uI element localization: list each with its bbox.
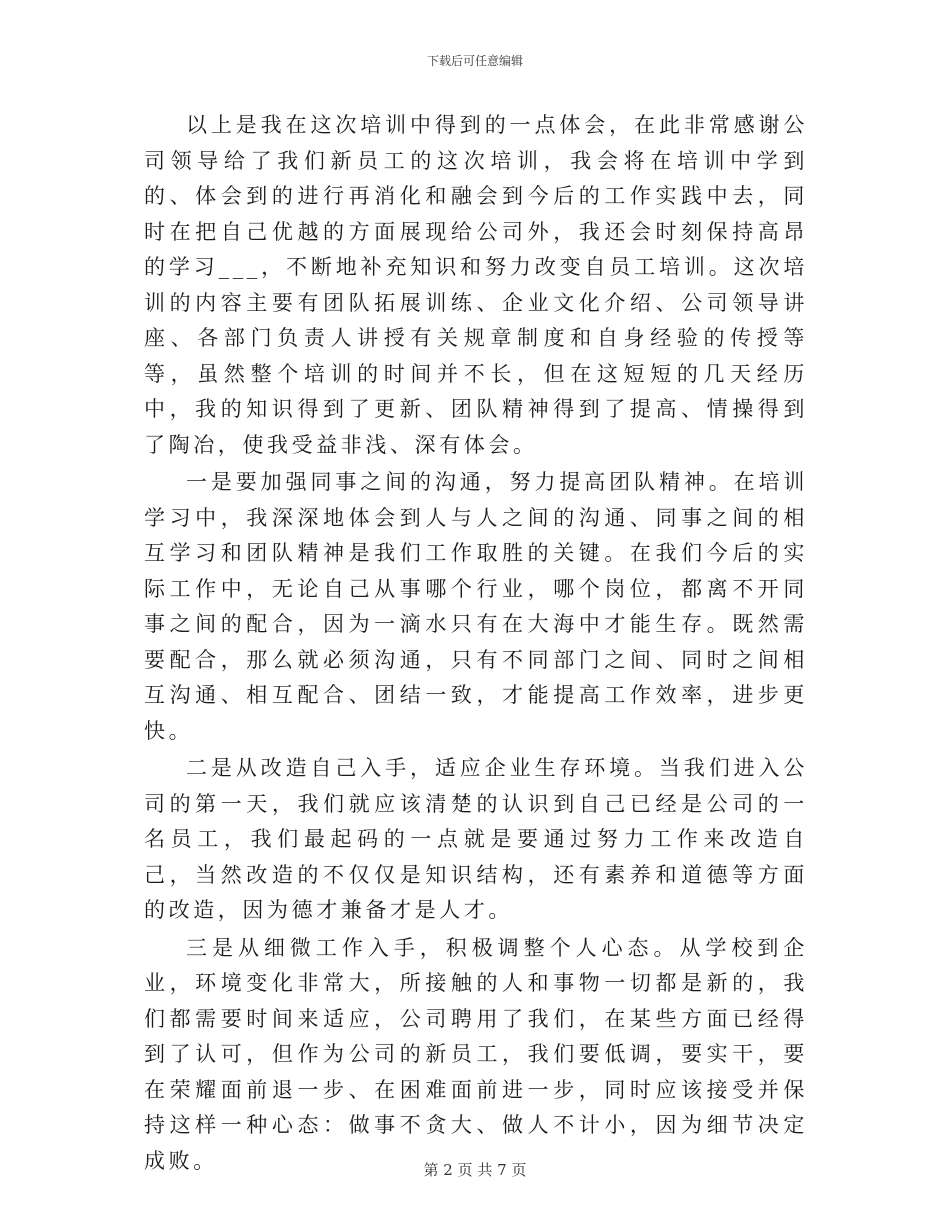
paragraph-intro: 以上是我在这次培训中得到的一点体会，在此非常感谢公司领导给了我们新员工的这次培训，我会将在培训中学到的、体会到的进行再消化和融会到今后的工作实践中去，同时在把自己优越的方面展现给公司外，我还会时刻保持高昂的学习___，不断地补充知识和努力改变自员工培训。这次培训的内容主要有团队拓展训练、企业文化介绍、公司领导讲座、各部门负责人讲授有关规章制度和自身经验的传授等等，虽然整个培训的时间并不长，但在这短短的几天经历中，我的知识得到了更新、团队精神得到了提高、情操得到了陶冶，使我受益非浅、深有体会。 (144, 113, 808, 457)
paragraph-point-one: 一是要加强同事之间的沟通，努力提高团队精神。在培训学习中，我深深地体会到人与人之间的沟通、同事之间的相互学习和团队精神是我们工作取胜的关键。在我们今后的实际工作中，无论自己从事哪个行业，哪个岗位，都离不开同事之间的配合，因为一滴水只有在大海中才能生存。既然需要配合，那么就必须沟通，只有不同部门之间、同时之间相互沟通、相互配合、团结一致，才能提高工作效率，进步更快。 (144, 470, 808, 743)
page-header: 下载后可任意编辑 (426, 54, 523, 68)
document-body (144, 108, 808, 1181)
page-number: 第 2 页 共 7 页 (423, 1161, 527, 1179)
paragraph-point-two: 二是从改造自己入手，适应企业生存环境。当我们进入公司的第一天，我们就应该清楚的认识到自己已经是公司的一名员工，我们最起码的一点就是要通过努力工作来改造自己，当然改造的不仅仅是知识结构，还有素养和道德等方面的改造，因为德才兼备才是人才。 (144, 756, 808, 922)
paragraph-point-three: 三是从细微工作入手，积极调整个人心态。从学校到企业，环境变化非常大，所接触的人和事物一切都是新的，我们都需要时间来适应，公司聘用了我们，在某些方面已经得到了认可，但作为公司的新员工，我们要低调，要实干，要在荣耀面前退一步、在困难面前进一步，同时应该接受并保持这样一种心态：做事不贪大、做人不计小，因为细节决定成败。 (144, 935, 808, 1173)
